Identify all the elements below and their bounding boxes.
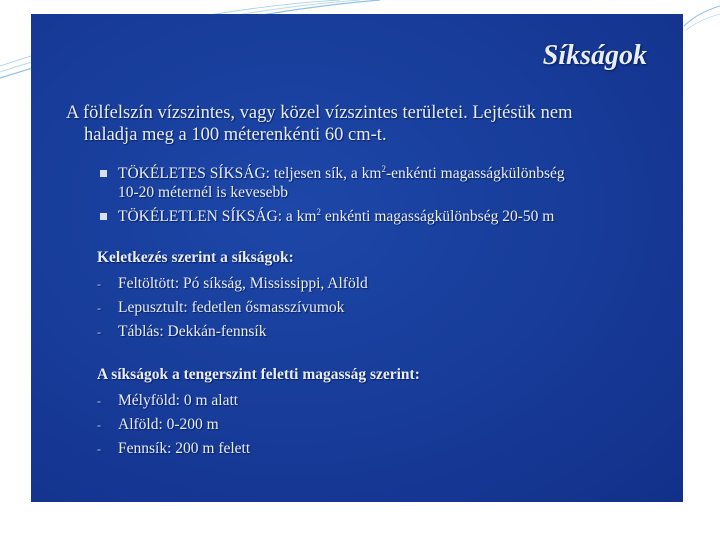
item-text: Lepusztult: fedetlen ősmasszívumok	[118, 299, 345, 316]
bullet-text-line2: 10-20 méternél is kevesebb	[118, 184, 289, 201]
item-text: Táblás: Dekkán-fennsík	[118, 323, 267, 340]
superscript: 2	[381, 163, 386, 174]
item-text: Feltöltött: Pó síkság, Mississippi, Alföld	[118, 275, 368, 292]
plain-type-list	[99, 164, 659, 231]
intro-paragraph	[66, 102, 646, 146]
list-item	[97, 413, 657, 437]
bullet-label: TÖKÉLETLEN SÍKSÁG:	[118, 208, 283, 225]
list-item	[97, 389, 657, 413]
section-heading: Keletkezés szerint a síkságok:	[97, 249, 294, 266]
elevation-section	[97, 364, 657, 461]
dash-bullet: -	[97, 442, 101, 456]
list-item-imperfect-plain	[99, 207, 659, 226]
superscript: 2	[316, 206, 321, 217]
intro-line-2: haladja meg a 100 méterenkénti 60 cm-t.	[84, 125, 387, 145]
square-bullet-icon	[100, 213, 107, 220]
list-item-perfect-plain	[99, 164, 659, 202]
dash-bullet: -	[97, 325, 101, 339]
slide-panel	[31, 14, 683, 502]
dash-bullet: -	[97, 277, 101, 291]
list-item	[97, 272, 657, 296]
bullet-text: a km	[282, 208, 317, 225]
item-text: Mélyföld: 0 m alatt	[118, 392, 239, 409]
dash-bullet: -	[97, 418, 101, 432]
dash-bullet: -	[97, 301, 101, 315]
item-text: Alföld: 0-200 m	[118, 416, 219, 433]
bullet-text: teljesen sík, a km	[269, 165, 382, 182]
list-item	[97, 296, 657, 320]
item-text: Fennsík: 200 m felett	[118, 440, 251, 457]
list-item	[97, 437, 657, 461]
square-bullet-icon	[100, 170, 107, 177]
section-heading: A síkságok a tengerszint feletti magasság szerint:	[97, 366, 420, 383]
dash-bullet: -	[97, 394, 101, 408]
bullet-label: TÖKÉLETES SÍKSÁG:	[118, 165, 270, 182]
origin-section	[97, 247, 657, 344]
slide-title: Síkságok	[542, 40, 647, 71]
bullet-text: -enkénti magasságkülönbség	[385, 165, 565, 182]
bullet-text: enkénti magasságkülönbség 20-50 m	[320, 208, 555, 225]
list-item	[97, 320, 657, 344]
intro-line-1: A fölfelszín vízszintes, vagy közel vízszintes területei. Lejtésük nem	[66, 103, 573, 123]
